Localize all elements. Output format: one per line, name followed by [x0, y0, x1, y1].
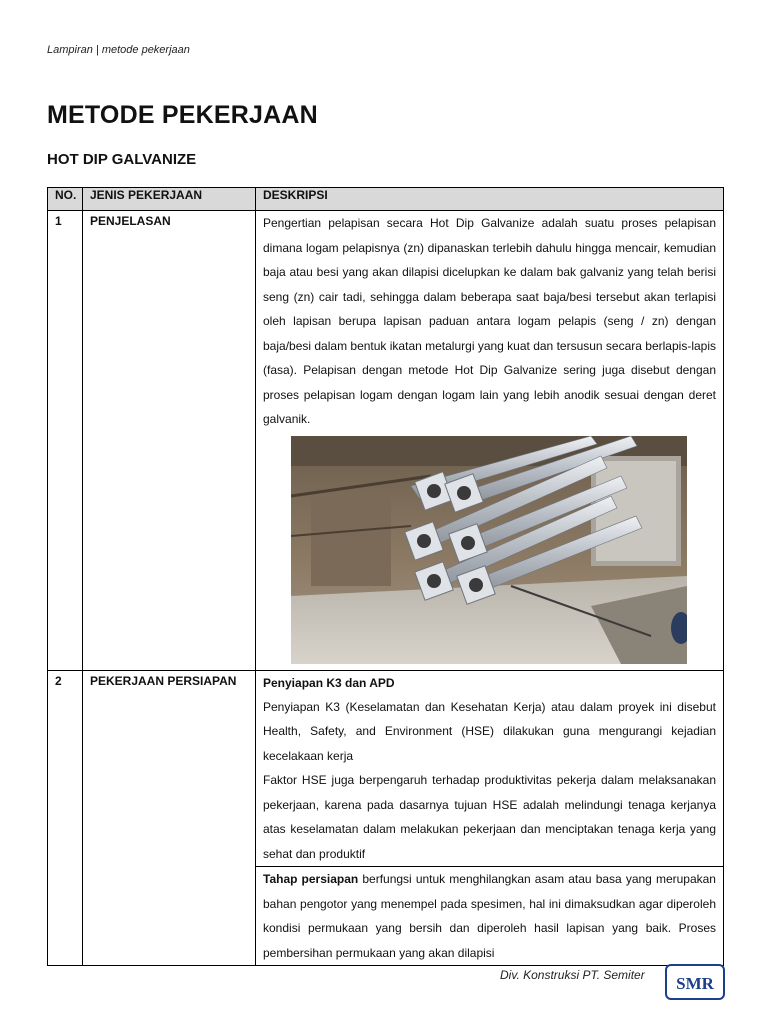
- table-row: [48, 211, 724, 671]
- description-paragraph: [263, 867, 716, 965]
- row-number: 1: [48, 211, 83, 671]
- section-heading: Penyiapan K3 dan APD: [263, 675, 395, 690]
- galvanize-photo: [291, 436, 687, 664]
- row-description: [256, 867, 724, 966]
- logo-text: SMR: [676, 974, 714, 993]
- table-header-row: [48, 188, 724, 211]
- row-job: PEKERJAAN PERSIAPAN: [83, 670, 256, 966]
- table-row: [48, 670, 724, 867]
- running-header: Lampiran | metode pekerjaan: [47, 44, 190, 56]
- header-job: JENIS PEKERJAAN: [83, 188, 256, 211]
- description-paragraph: Pengertian pelapisan secara Hot Dip Galvanize adalah suatu proses pelapisan dimana logam pelapisnya (zn) dipanaskan terlebih dahulu hingga mencair, kemudian baja atau besi yang akan dilapisi dicelupkan ke dalam bak galvaniz yang telah berisi seng (zn) cair tadi, sehingga dalam beberapa saat baja/besi tersebut akan terlapisi oleh lapisan berupa lapisan paduan antara logam pelapis (seng / zn) dengan baja/besi dalam bentuk ikatan metalurgi yang kuat dan tersusun secara berlapis-lapis (fasa). Pelapisan dengan metode Hot Dip Galvanize sering juga disebut dengan proses pelapisan logam dengan logam lain yang lebih anodik sesuai dengan deret galvanik.: [263, 216, 716, 426]
- header-no: NO.: [48, 188, 83, 211]
- row-number: 2: [48, 670, 83, 966]
- footer-company: Div. Konstruksi PT. Semiter: [500, 968, 645, 982]
- header-desc: DESKRIPSI: [256, 188, 724, 211]
- row-description: [256, 211, 724, 671]
- description-paragraph: Faktor HSE juga berpengaruh terhadap produktivitas pekerja dalam melaksanakan pekerjaan, karena pada dasarnya tujuan HSE adalah melindungi tenaga kerjanya atas keselamatan dalam melakukan pekerjaan dan menciptakan tenaga kerja yang sehat dan produktif: [263, 773, 716, 861]
- document-subtitle: HOT DIP GALVANIZE: [47, 151, 197, 168]
- paragraph-text: berfungsi untuk menghilangkan asam atau basa yang merupakan bahan pengotor yang menempel pada spesimen, hal ini dimaksudkan agar diperoleh kondisi permukaan yang bersih dan diperoleh hasil lapisan yang baik. Proses pembersihan permukaan yang akan dilapisi: [263, 872, 716, 960]
- work-method-table: [47, 187, 724, 966]
- bold-lead: Tahap persiapan: [263, 872, 359, 886]
- document-title: METODE PEKERJAAN: [47, 101, 318, 129]
- row-description: [256, 670, 724, 867]
- description-paragraph: Penyiapan K3 (Keselamatan dan Kesehatan Kerja) atau dalam proyek ini disebut Health, Safety, and Environment (HSE) dilakukan guna mengurangi kejadian kecelakaan kerja: [263, 699, 716, 763]
- row-job: PENJELASAN: [83, 211, 256, 671]
- company-logo: [665, 964, 725, 1000]
